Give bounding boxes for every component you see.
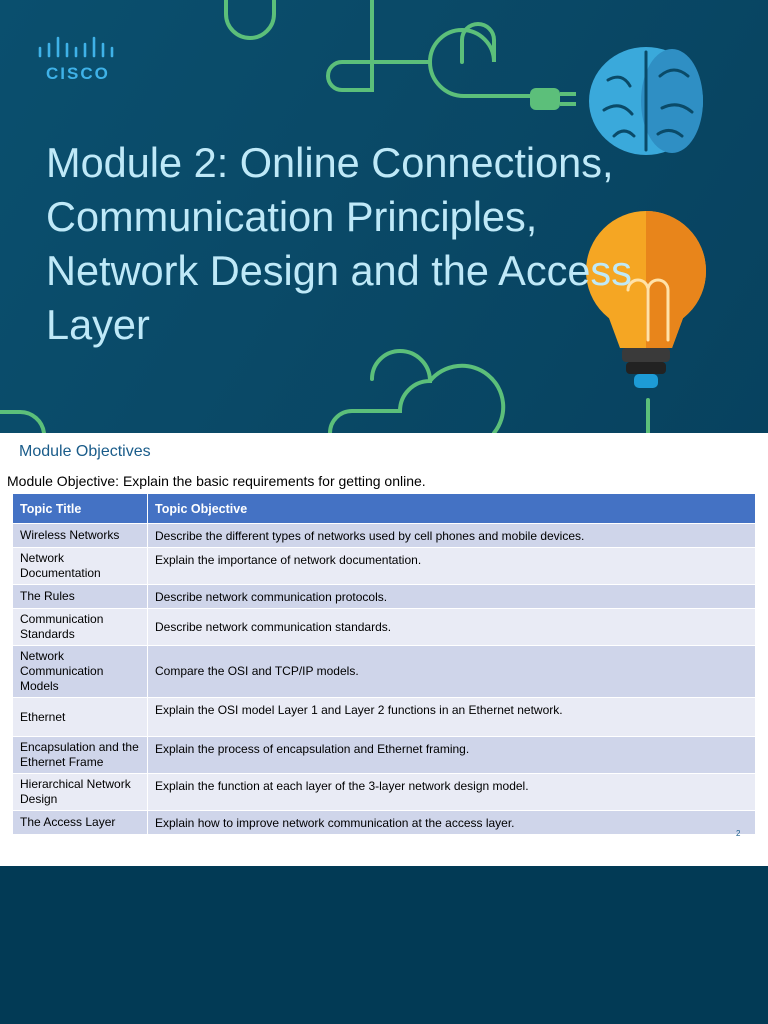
table-row xyxy=(13,811,756,835)
topic-objective-cell: Describe the different types of networks used by cell phones and mobile devices. xyxy=(148,524,756,548)
topic-objective-cell: Describe network communication protocols. xyxy=(148,585,756,609)
topic-title-cell: Communication Standards xyxy=(13,609,148,646)
column-header-topic-title: Topic Title xyxy=(13,494,148,524)
table-row xyxy=(13,737,756,774)
table-row xyxy=(13,548,756,585)
module-title: Module 2: Online Connections, Communication Principles, Network Design and the Access Layer xyxy=(46,139,632,348)
topic-title-cell: Network Communication Models xyxy=(13,646,148,698)
table-row xyxy=(13,646,756,698)
next-slide-area xyxy=(0,866,768,1024)
table-row xyxy=(13,609,756,646)
topic-objective-cell: Explain the function at each layer of the 3-layer network design model. xyxy=(148,774,756,811)
table-row xyxy=(13,774,756,811)
topic-title-cell: Wireless Networks xyxy=(13,524,148,548)
topic-objective-cell: Explain the importance of network documentation. xyxy=(148,548,756,585)
topic-objective-cell: Explain how to improve network communication at the access layer. xyxy=(148,811,756,835)
table-header-row xyxy=(13,494,756,524)
objectives-slide xyxy=(0,433,768,866)
topic-title-cell: Network Documentation xyxy=(13,548,148,585)
topic-objective-cell: Explain the OSI model Layer 1 and Layer 2 functions in an Ethernet network. xyxy=(148,698,756,737)
topic-objective-cell: Describe network communication standards. xyxy=(148,609,756,646)
topic-title-cell: Hierarchical Network Design xyxy=(13,774,148,811)
cisco-logo-text: CISCO xyxy=(46,64,110,83)
plug-icon xyxy=(530,88,576,110)
topic-objective-cell: Explain the process of encapsulation and Ethernet framing. xyxy=(148,737,756,774)
slide-heading: Module Objectives xyxy=(19,443,151,460)
topic-title-cell: Encapsulation and the Ethernet Frame xyxy=(13,737,148,774)
topic-title-cell: The Rules xyxy=(13,585,148,609)
topic-title-cell: Ethernet xyxy=(13,698,148,737)
table-row xyxy=(13,585,756,609)
topics-table xyxy=(12,493,756,835)
topic-title-cell: The Access Layer xyxy=(13,811,148,835)
table-row xyxy=(13,524,756,548)
topic-objective-cell: Compare the OSI and TCP/IP models. xyxy=(148,646,756,698)
module-objective-text: Module Objective: Explain the basic requirements for getting online. xyxy=(7,473,426,489)
table-row xyxy=(13,698,756,737)
title-slide xyxy=(0,0,768,433)
column-header-topic-objective: Topic Objective xyxy=(148,494,756,524)
page-number: 2 xyxy=(736,829,741,838)
